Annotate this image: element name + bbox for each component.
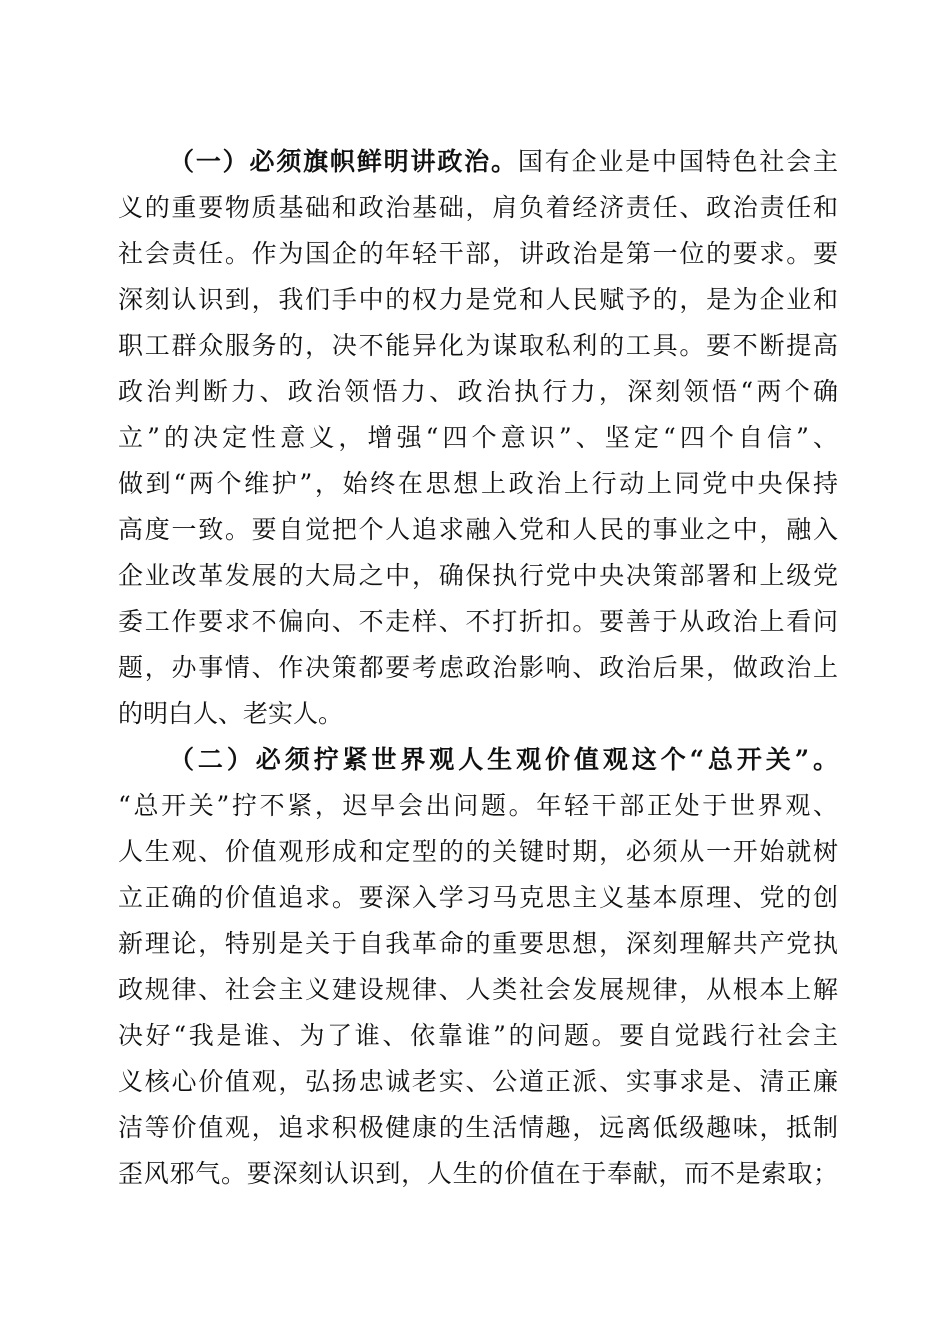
paragraph-1-line: 做到“两个维护”，始终在思想上政治上行动上同党中央保持 <box>118 469 838 498</box>
paragraph-1-line: 义的重要物质基础和政治基础，肩负着经济责任、政治责任和 <box>118 193 838 222</box>
paragraph-1-line: 委工作要求不偏向、不走样、不打折扣。要善于从政治上看问 <box>118 607 838 636</box>
paragraph-1-line: 题，办事情、作决策都要考虑政治影响、政治后果，做政治上 <box>118 653 838 682</box>
paragraph-2-line: 义核心价值观，弘扬忠诚老实、公道正派、实事求是、清正廉 <box>118 1067 838 1096</box>
paragraph-1-heading: （一）必须旗帜鲜明讲政治。 <box>169 147 518 176</box>
paragraph-1-line: 企业改革发展的大局之中，确保执行党中央决策部署和上级党 <box>118 561 838 590</box>
paragraph-2-line: 政规律、社会主义建设规律、人类社会发展规律，从根本上解 <box>118 975 838 1004</box>
paragraph-1-line-1 <box>169 144 838 180</box>
paragraph-2-line-1 <box>169 742 838 778</box>
paragraph-1-line: 政治判断力、政治领悟力、政治执行力，深刻领悟“两个确 <box>118 377 838 406</box>
paragraph-1-text: 国有企业是中国特色社会主 <box>517 147 838 176</box>
paragraph-2-line: “总开关”拧不紧，迟早会出问题。年轻干部正处于世界观、 <box>118 791 838 820</box>
paragraph-2-line: 人生观、价值观形成和定型的的关键时期，必须从一开始就树 <box>118 837 838 866</box>
paragraph-1-line: 社会责任。作为国企的年轻干部，讲政治是第一位的要求。要 <box>118 239 838 268</box>
paragraph-2-line: 立正确的价值追求。要深入学习马克思主义基本原理、党的创 <box>118 883 838 912</box>
paragraph-1-line: 高度一致。要自觉把个人追求融入党和人民的事业之中，融入 <box>118 515 838 544</box>
paragraph-1-line: 职工群众服务的，决不能异化为谋取私利的工具。要不断提高 <box>118 331 838 360</box>
paragraph-2-line: 决好“我是谁、为了谁、依靠谁”的问题。要自觉践行社会主 <box>118 1021 838 1050</box>
paragraph-1-line: 的明白人、老实人。 <box>118 699 344 728</box>
paragraph-2-line: 歪风邪气。要深刻认识到，人生的价值在于奉献，而不是索取； <box>118 1159 838 1188</box>
paragraph-1-line: 深刻认识到，我们手中的权力是党和人民赋予的，是为企业和 <box>118 285 838 314</box>
paragraph-1-line: 立”的决定性意义，增强“四个意识”、坚定“四个自信”、 <box>118 423 838 452</box>
paragraph-2-line: 洁等价值观，追求积极健康的生活情趣，远离低级趣味，抵制 <box>118 1113 838 1142</box>
paragraph-2-heading: （二）必须拧紧世界观人生观价值观这个“总开关”。 <box>169 745 838 774</box>
paragraph-2-line: 新理论，特别是关于自我革命的重要思想，深刻理解共产党执 <box>118 929 838 958</box>
